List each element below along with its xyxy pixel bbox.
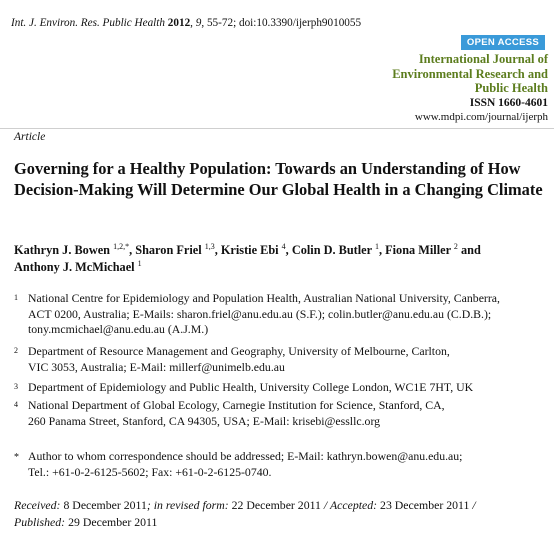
received-date: 8 December 2011 <box>63 498 147 512</box>
citation-doi: doi:10.3390/ijerph9010055 <box>238 17 362 29</box>
affiliation-line: National Centre for Epidemiology and Population Health, Australian National University, Canberra, <box>28 291 500 305</box>
author-name: Sharon Friel <box>135 243 202 257</box>
journal-name-line-2: Environmental Research and <box>392 66 548 81</box>
affiliation-line: VIC 3053, Australia; E-Mail: millerf@unimelb.edu.au <box>28 359 285 374</box>
affiliation-number: 1 <box>14 293 18 302</box>
author-affiliation-marker: 1,2, <box>113 242 126 251</box>
published-label: Published: <box>14 514 66 529</box>
affiliation-item <box>14 380 544 396</box>
header-divider <box>0 128 554 129</box>
affiliation-item <box>14 291 544 338</box>
issn: ISSN 1660-4601 <box>469 96 548 109</box>
affiliation-number: 2 <box>14 346 18 355</box>
journal-url: www.mdpi.com/journal/ijerph <box>414 111 548 123</box>
author-name: Anthony J. McMichael <box>14 259 135 274</box>
author-name: Kathryn J. Bowen <box>14 243 110 257</box>
affiliation-item <box>14 398 544 429</box>
author-affiliation-marker: 1 <box>137 258 142 268</box>
correspondence-note <box>14 449 544 480</box>
author-affiliation-marker: 1,3 <box>204 242 215 251</box>
citation-year: 2012 <box>167 17 191 29</box>
journal-name-line-1: International Journal of <box>418 52 548 66</box>
accepted-label: Accepted: <box>329 498 378 512</box>
correspondence-line: Author to whom correspondence should be addressed; E-Mail: kathryn.bowen@anu.edu.au; <box>28 449 463 463</box>
citation-line: Int. J. Environ. Res. Public Health 2012, 9, 55-72; doi:10.3390/ijerph9010055 <box>11 17 362 29</box>
affiliation-item <box>14 344 544 375</box>
affiliation-number: 3 <box>14 382 18 391</box>
citation-volume: 9 <box>195 17 202 29</box>
article-type: Article <box>14 131 46 143</box>
author-affiliation-marker: 2 <box>453 242 458 251</box>
author-name: Colin D. Butler <box>291 243 372 257</box>
affiliation-line: National Department of Global Ecology, Carnegie Institution for Science, Stanford, CA, <box>28 398 445 412</box>
correspondence-line: Tel.: +61-0-2-6125-5602; Fax: +61-0-2-6125-0740. <box>28 464 272 479</box>
author-name: Fiona Miller <box>385 243 451 257</box>
citation-journal: Int. J. Environ. Res. Public Health <box>11 17 165 29</box>
accepted-date: 23 December 2011 <box>380 498 470 512</box>
citation-pages: 55-72 <box>206 17 234 29</box>
affiliation-line: ACT 0200, Australia; E-Mails: sharon.friel@anu.edu.au (S.F.); colin.butler@anu.edu.au (C.D.B.); <box>28 306 492 321</box>
author-list: Kathryn J. Bowen $^{1,2,*}$, Sharon Friel $^{1,3}$, Kristie Ebi $^4$, Colin D. Butler $^1$, Fiona Miller $^2$ and Anthony J. McMichael $^1$ <box>14 242 481 274</box>
publication-dates: Received: 8 December 2011; in revised form: 22 December 2011 / Accepted: 23 December 2011 / Published: 29 December 2011 <box>14 498 476 529</box>
published-date: 29 December 2011 <box>68 514 158 529</box>
author-affiliation-marker: 4 <box>281 242 286 251</box>
affiliation-number: 4 <box>14 400 18 409</box>
corresponding-author-marker: * <box>125 242 130 251</box>
author-affiliation-marker: 1 <box>374 242 379 251</box>
open-access-badge: OPEN ACCESS <box>461 35 545 50</box>
correspondence-marker: * <box>14 452 19 463</box>
paper-title: Governing for a Healthy Population: Towards an Understanding of How Decision-Making Will Determine Our Global Health in a Changing Climate <box>14 159 543 199</box>
journal-block <box>392 52 548 125</box>
affiliation-line: Department of Resource Management and Geography, University of Melbourne, Carlton, <box>28 344 450 358</box>
affiliation-line: 260 Panama Street, Stanford, CA 94305, USA; E-Mail: krisebi@essllc.org <box>28 413 381 428</box>
received-label: Received: <box>14 498 61 512</box>
affiliation-line: Department of Epidemiology and Public Health, University College London, WC1E 7HT, UK <box>28 380 474 394</box>
revised-date: 22 December 2011 <box>231 498 321 512</box>
author-name: Kristie Ebi <box>220 243 279 257</box>
journal-name-line-3: Public Health <box>474 81 548 95</box>
revised-label: in revised form: <box>153 498 229 512</box>
affiliation-line: tony.mcmichael@anu.edu.au (A.J.M.) <box>28 322 209 336</box>
